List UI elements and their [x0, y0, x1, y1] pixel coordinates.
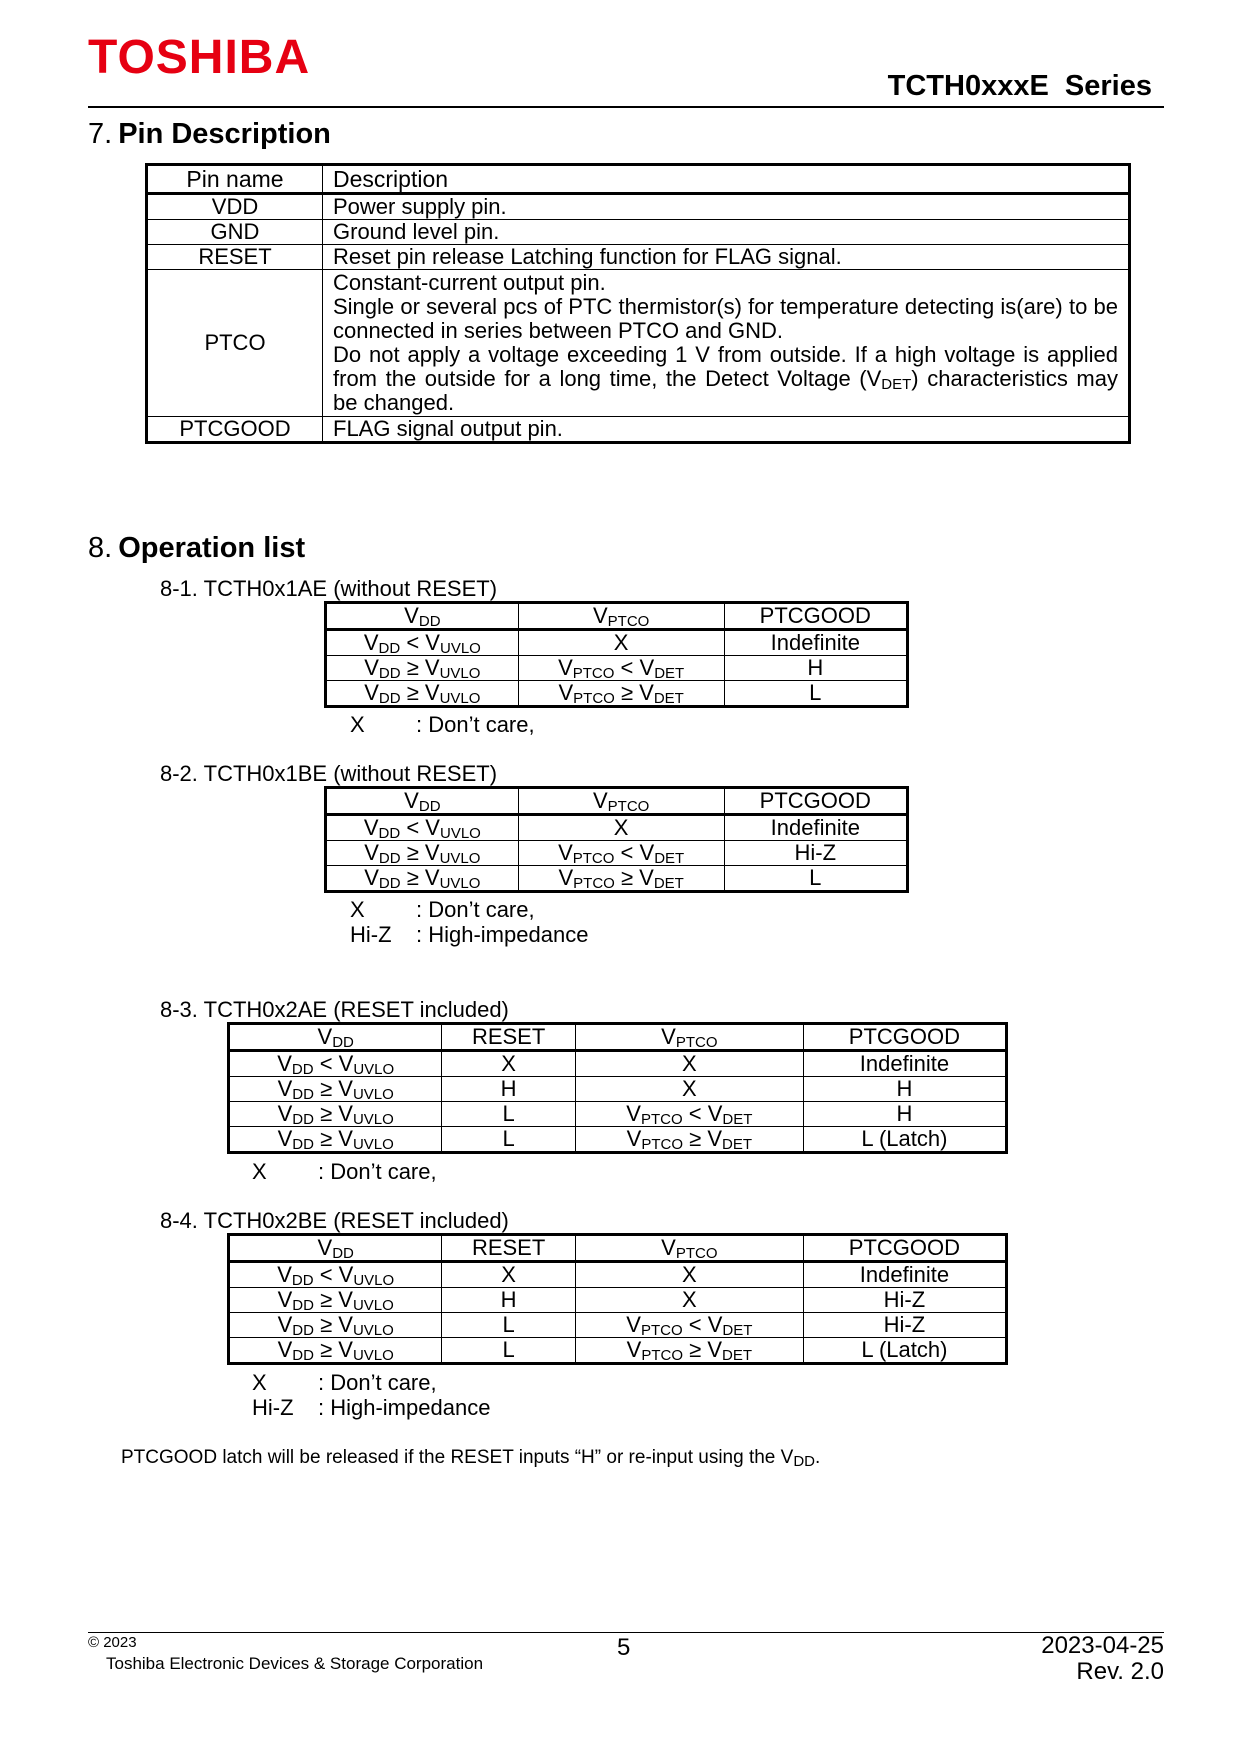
- section-number: 8.: [88, 532, 113, 564]
- table-row: [147, 194, 1130, 220]
- ptcgood-output: L (Latch): [803, 1338, 1006, 1364]
- vptco-condition: $V_{PTCO} < V_{DET}$: [518, 656, 724, 681]
- ptcgood-output: L: [724, 866, 907, 892]
- subscript: UVLO: [352, 1111, 394, 1128]
- subscript: PTCO: [607, 613, 650, 630]
- pin-name: GND: [147, 220, 323, 245]
- latch-release-note: [121, 1447, 820, 1469]
- subscript: DD: [291, 1272, 314, 1289]
- note-line: [252, 1370, 490, 1395]
- vdd-condition: $V_{DD} < V_{UVLO}$: [326, 630, 519, 656]
- reset-value: H: [442, 1288, 575, 1313]
- vdd-condition: $V_{DD} \ge V_{UVLO}$: [229, 1338, 442, 1364]
- table-row: [229, 1313, 1007, 1338]
- operation-table-8-3: [227, 1022, 1008, 1154]
- table-caption-8-4: 8-4. TCTH0x2BE (RESET included): [160, 1208, 509, 1233]
- subscript: DD: [292, 1322, 314, 1339]
- vdd-condition: $V_{DD} \ge V_{UVLO}$: [229, 1102, 442, 1127]
- subscript: DD: [292, 1086, 314, 1103]
- subscript: PTCO: [641, 1136, 683, 1153]
- vptco-condition: X: [575, 1262, 803, 1288]
- subscript: DD: [378, 875, 401, 892]
- vdd-condition: $V_{DD} < V_{UVLO}$: [326, 815, 519, 841]
- note-line: [252, 1395, 490, 1420]
- note-text: PTCGOOD latch will be released if the RESET inputs “H” or re-input using the V: [121, 1447, 794, 1468]
- vdd-condition: $V_{DD} \ge V_{UVLO}$: [326, 681, 519, 707]
- header-vptco: $V_{PTCO}$: [575, 1024, 803, 1051]
- section-number: 7.: [88, 118, 113, 150]
- reset-value: L: [442, 1338, 575, 1364]
- subscript: UVLO: [439, 640, 481, 657]
- header-ptcgood: PTCGOOD: [803, 1024, 1006, 1051]
- table-row: [229, 1127, 1007, 1153]
- subscript: DET: [653, 690, 684, 707]
- footer-page-number: 5: [617, 1634, 631, 1661]
- section-8-heading: [88, 532, 305, 565]
- ptcgood-output: Indefinite: [803, 1262, 1006, 1288]
- subscript: UVLO: [439, 665, 481, 682]
- table-row: [147, 220, 1130, 245]
- note-sub: DD: [793, 1453, 815, 1470]
- vdd-condition: $V_{DD} \ge V_{UVLO}$: [229, 1077, 442, 1102]
- subscript: PTCO: [572, 665, 615, 682]
- subscript: DD: [292, 1297, 314, 1314]
- table-caption-8-3: 8-3. TCTH0x2AE (RESET included): [160, 997, 509, 1022]
- subscript: DD: [378, 825, 401, 842]
- footer-revision: Rev. 2.0: [1076, 1658, 1164, 1685]
- ptcgood-output: Hi-Z: [803, 1313, 1006, 1338]
- subscript: UVLO: [439, 825, 481, 842]
- vptco-condition: $V_{PTCO} \ge V_{DET}$: [518, 866, 724, 892]
- table-row: [147, 245, 1130, 270]
- ptcgood-output: L: [724, 681, 907, 707]
- note-key: Hi-Z: [350, 922, 392, 947]
- subscript: DD: [292, 1347, 314, 1364]
- vdd-condition: $V_{DD} < V_{UVLO}$: [229, 1051, 442, 1077]
- vdd-condition: $V_{DD} \ge V_{UVLO}$: [326, 841, 519, 866]
- subscript: PTCO: [640, 1111, 683, 1128]
- header-reset: RESET: [442, 1024, 575, 1051]
- subscript: DD: [292, 1111, 314, 1128]
- subscript: PTCO: [675, 1034, 718, 1051]
- note-key: X: [350, 712, 365, 737]
- vdd-condition: $V_{DD} \ge V_{UVLO}$: [326, 656, 519, 681]
- pin-name: PTCGOOD: [147, 417, 323, 443]
- footer-copyright: © 2023: [88, 1634, 137, 1651]
- pin-name: PTCO: [147, 270, 323, 417]
- vdd-condition: $V_{DD} \ge V_{UVLO}$: [229, 1288, 442, 1313]
- subscript: PTCO: [572, 850, 615, 867]
- operation-table-8-1: [324, 601, 909, 708]
- subscript: DET: [722, 1136, 752, 1153]
- subscript: UVLO: [352, 1297, 394, 1314]
- subscript: DD: [292, 1136, 314, 1153]
- subscript: PTCO: [675, 1245, 718, 1262]
- pin-desc: Reset pin release Latching function for FLAG signal.: [323, 245, 1130, 270]
- footer-rule: [88, 1632, 1164, 1633]
- table-notes: [252, 1370, 490, 1420]
- subscript: DET: [654, 665, 685, 682]
- table-header-row: [326, 788, 908, 815]
- reset-value: L: [442, 1313, 575, 1338]
- note-value: : High-impedance: [318, 1395, 491, 1420]
- pin-desc: Ground level pin.: [323, 220, 1130, 245]
- header-vptco: $V_{PTCO}$: [518, 603, 724, 630]
- desc-line: Single or several pcs of PTC thermistor(s) for temperature detecting is(are) to be connected in series between PTCO and GND.: [333, 294, 1118, 343]
- toshiba-logo: TOSHIBA: [88, 31, 311, 84]
- table-notes: [350, 897, 588, 947]
- subscript: PTCO: [573, 875, 615, 892]
- subscript: DD: [332, 1034, 354, 1051]
- vptco-condition: $V_{PTCO} < V_{DET}$: [518, 841, 724, 866]
- reset-value: L: [442, 1102, 575, 1127]
- subscript: UVLO: [439, 875, 481, 892]
- table-row: [229, 1077, 1007, 1102]
- subscript: DD: [418, 798, 441, 815]
- subscript: UVLO: [352, 1136, 394, 1153]
- vptco-condition: $V_{PTCO} \ge V_{DET}$: [575, 1338, 803, 1364]
- vptco-condition: X: [575, 1288, 803, 1313]
- vdd-condition: $V_{DD} \ge V_{UVLO}$: [229, 1127, 442, 1153]
- note-line: [350, 712, 535, 737]
- note-key: X: [252, 1370, 267, 1395]
- table-row: [147, 270, 1130, 417]
- desc-line: [333, 343, 1118, 415]
- desc-sub: DET: [881, 376, 912, 393]
- subscript: DET: [722, 1322, 753, 1339]
- header-vptco: $V_{PTCO}$: [518, 788, 724, 815]
- subscript: DD: [332, 1245, 354, 1262]
- ptcgood-output: H: [724, 656, 907, 681]
- subscript: UVLO: [353, 1272, 395, 1289]
- note-line: [350, 897, 588, 922]
- header-vdd: $V_{DD}$: [326, 788, 519, 815]
- ptcgood-output: L (Latch): [803, 1127, 1006, 1153]
- vptco-condition: X: [518, 630, 724, 656]
- note-value: : High-impedance: [416, 922, 589, 947]
- ptcgood-output: Hi-Z: [803, 1288, 1006, 1313]
- table-header-row: [147, 165, 1130, 194]
- subscript: PTCO: [573, 690, 615, 707]
- note-value: : Don’t care,: [318, 1370, 437, 1395]
- table-row: [326, 630, 908, 656]
- header-rule: [88, 106, 1164, 108]
- reset-value: H: [442, 1077, 575, 1102]
- section-title: Operation list: [118, 532, 306, 564]
- subscript: PTCO: [607, 798, 650, 815]
- table-row: [326, 866, 908, 892]
- ptcgood-output: Indefinite: [724, 815, 907, 841]
- table-row: [229, 1051, 1007, 1077]
- table-row: [326, 681, 908, 707]
- note-value: : Don’t care,: [416, 712, 535, 737]
- table-header-row: [326, 603, 908, 630]
- pin-name: RESET: [147, 245, 323, 270]
- subscript: PTCO: [640, 1322, 683, 1339]
- subscript: UVLO: [439, 690, 481, 707]
- note-key: Hi-Z: [252, 1395, 294, 1420]
- header-ptcgood: PTCGOOD: [724, 788, 907, 815]
- ptcgood-output: Indefinite: [803, 1051, 1006, 1077]
- table-notes: [252, 1159, 437, 1184]
- subscript: DD: [378, 690, 401, 707]
- subscript: DET: [653, 875, 684, 892]
- pin-description-table: [145, 163, 1131, 444]
- header-vdd: $V_{DD}$: [229, 1024, 442, 1051]
- vdd-condition: $V_{DD} \ge V_{UVLO}$: [326, 866, 519, 892]
- ptcgood-output: H: [803, 1077, 1006, 1102]
- note-value: : Don’t care,: [318, 1159, 437, 1184]
- operation-table-8-4: [227, 1233, 1008, 1365]
- section-title: Pin Description: [118, 118, 331, 150]
- table-row: [229, 1102, 1007, 1127]
- vdd-condition: $V_{DD} < V_{UVLO}$: [229, 1262, 442, 1288]
- vptco-condition: $V_{PTCO} < V_{DET}$: [575, 1313, 803, 1338]
- reset-value: X: [442, 1262, 575, 1288]
- subscript: DET: [654, 850, 685, 867]
- section-7-heading: [88, 118, 331, 151]
- ptcgood-output: Indefinite: [724, 630, 907, 656]
- vptco-condition: $V_{PTCO} \ge V_{DET}$: [575, 1127, 803, 1153]
- header-ptcgood: PTCGOOD: [724, 603, 907, 630]
- subscript: UVLO: [352, 1086, 394, 1103]
- table-row: [326, 815, 908, 841]
- vptco-condition: $V_{PTCO} \ge V_{DET}$: [518, 681, 724, 707]
- subscript: DD: [418, 613, 441, 630]
- note-key: X: [252, 1159, 267, 1184]
- subscript: UVLO: [439, 850, 481, 867]
- reset-value: L: [442, 1127, 575, 1153]
- pin-name: VDD: [147, 194, 323, 220]
- table-header-row: [229, 1235, 1007, 1262]
- table-notes: [350, 712, 535, 737]
- header-pin-name: Pin name: [147, 165, 323, 194]
- header-description: Description: [323, 165, 1130, 194]
- table-row: [326, 656, 908, 681]
- desc-line: Constant-current output pin.: [333, 270, 606, 295]
- table-row: [229, 1262, 1007, 1288]
- pin-desc: Power supply pin.: [323, 194, 1130, 220]
- operation-table-8-2: [324, 786, 909, 893]
- table-caption-8-1: 8-1. TCTH0x1AE (without RESET): [160, 576, 498, 601]
- header-vdd: $V_{DD}$: [326, 603, 519, 630]
- desc-text: ) characteristics may be changed.: [333, 366, 1118, 415]
- desc-text: Do not apply a voltage exceeding 1 V from outside. If a high voltage is applied from the outside for a long time, the Detect Voltage (V: [333, 342, 1118, 391]
- note-line: [350, 922, 588, 947]
- subscript: UVLO: [352, 1322, 394, 1339]
- subscript: DET: [722, 1111, 753, 1128]
- subscript: PTCO: [641, 1347, 683, 1364]
- footer-company: Toshiba Electronic Devices & Storage Corporation: [106, 1654, 484, 1673]
- table-header-row: [229, 1024, 1007, 1051]
- subscript: UVLO: [352, 1347, 394, 1364]
- table-row: [229, 1288, 1007, 1313]
- vptco-condition: X: [518, 815, 724, 841]
- ptcgood-output: H: [803, 1102, 1006, 1127]
- vptco-condition: $V_{PTCO} < V_{DET}$: [575, 1102, 803, 1127]
- header-vdd: $V_{DD}$: [229, 1235, 442, 1262]
- note-key: X: [350, 897, 365, 922]
- ptcgood-output: Hi-Z: [724, 841, 907, 866]
- table-row: [147, 417, 1130, 443]
- vptco-condition: X: [575, 1051, 803, 1077]
- vptco-condition: X: [575, 1077, 803, 1102]
- pin-desc: [323, 270, 1130, 417]
- pin-desc: FLAG signal output pin.: [323, 417, 1130, 443]
- header-ptcgood: PTCGOOD: [803, 1235, 1006, 1262]
- subscript: DET: [722, 1347, 752, 1364]
- subscript: DD: [378, 850, 401, 867]
- note-text: .: [814, 1447, 821, 1468]
- subscript: DD: [378, 640, 401, 657]
- table-caption-8-2: 8-2. TCTH0x1BE (without RESET): [160, 761, 498, 786]
- reset-value: X: [442, 1051, 575, 1077]
- note-value: : Don’t care,: [416, 897, 535, 922]
- header-vptco: $V_{PTCO}$: [575, 1235, 803, 1262]
- header-reset: RESET: [442, 1235, 575, 1262]
- subscript: DD: [378, 665, 401, 682]
- table-row: [326, 841, 908, 866]
- vdd-condition: $V_{DD} \ge V_{UVLO}$: [229, 1313, 442, 1338]
- footer-date: 2023-04-25: [1041, 1632, 1164, 1659]
- subscript: DD: [291, 1061, 314, 1078]
- series-title: TCTH0xxxE Series: [887, 70, 1152, 102]
- note-line: [252, 1159, 437, 1184]
- table-row: [229, 1338, 1007, 1364]
- subscript: UVLO: [353, 1061, 395, 1078]
